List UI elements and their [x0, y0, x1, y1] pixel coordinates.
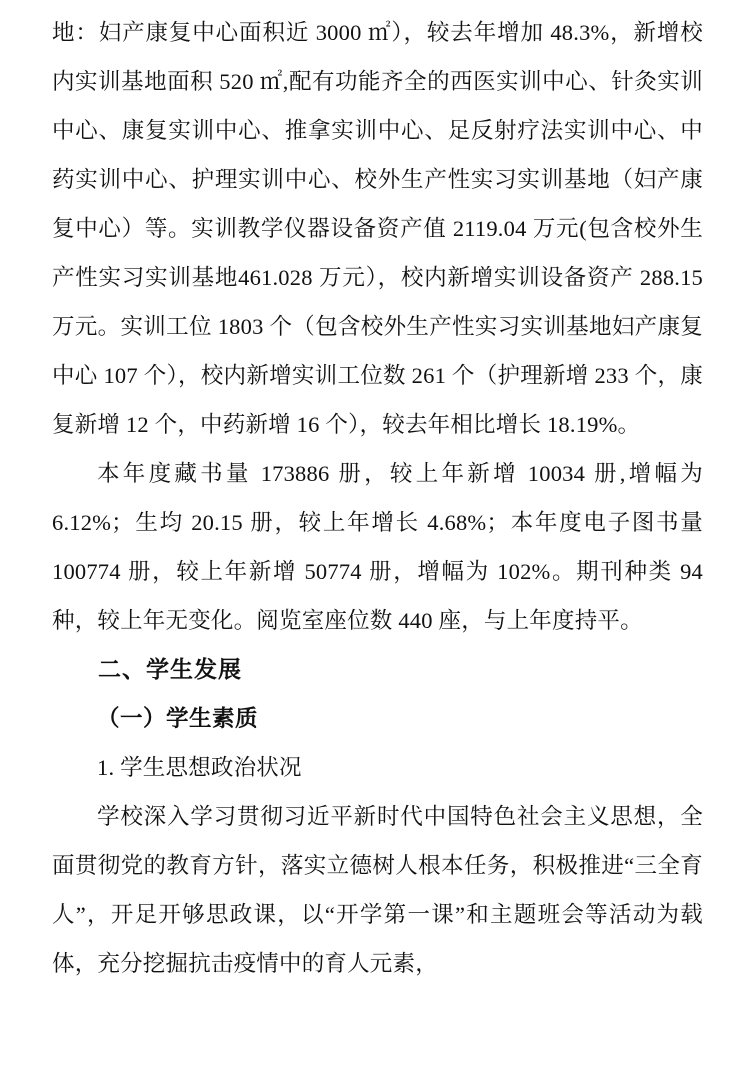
heading-ideological-status: 1. 学生思想政治状况 — [97, 755, 302, 780]
paragraph-library: 本年度藏书量 173886 册，较上年新增 10034 册,增幅为 6.12%；生均 20.15 册，较上年增长 4.68%；本年度电子图书量 100774 册，较上年新增 50774 册，增幅为 102%。期刊种类 94 种，较上年无变化。阅览室座位数 440 座，与上年度持平。 — [52, 461, 703, 633]
heading-student-development: 二、学生发展 — [98, 656, 242, 682]
heading-student-quality: （一）学生素质 — [97, 706, 259, 731]
document-body — [52, 8, 703, 988]
paragraph-ideological: 学校深入学习贯彻习近平新时代中国特色社会主义思想，全面贯彻党的教育方针，落实立德树人根本任务，积极推进“三全育人”，开足开够思政课，以“开学第一课”和主题班会等活动为载体，充分挖掘抗击疫情中的育人元素， — [52, 804, 703, 976]
paragraph-facilities: 地：妇产康复中心面积近 3000 ㎡），较去年增加 48.3%，新增校内实训基地面积 520 ㎡,配有功能齐全的西医实训中心、针灸实训中心、康复实训中心、推拿实训中心、足反射疗法实训中心、中药实训中心、护理实训中心、校外生产性实习实训基地（妇产康复中心）等。实训教学仪器设备资产值 2119.04 万元(包含校外生产性实习实训基地461.028 万元），校内新增实训设备资产 288.15 万元。实训工位 1803 个（包含校外生产性实习实训基地妇产康复中心 107 个），校内新增实训工位数 261 个（护理新增 233 个，康复新增 12 个，中药新增 16 个），较去年相比增长 18.19%。 — [52, 20, 703, 437]
